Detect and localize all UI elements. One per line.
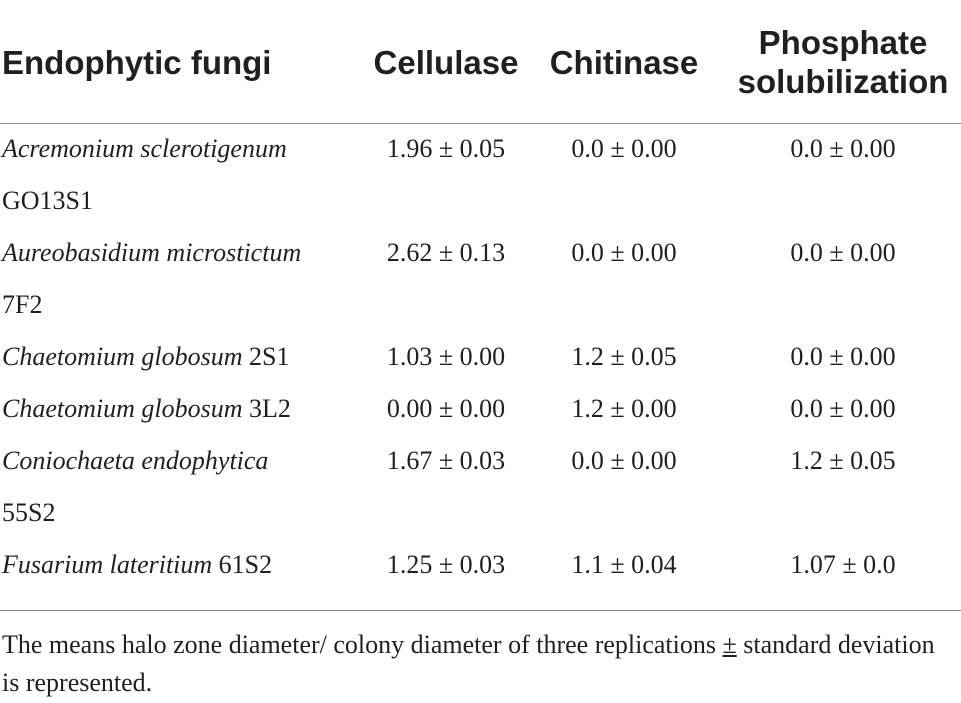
row4-cellulase: 0.00 ± 0.00: [386, 394, 506, 423]
row4-name: [2, 394, 291, 424]
row6-name: [2, 550, 272, 580]
row4-species: Chaetomium globosum: [2, 394, 243, 423]
row5-species: Coniochaeta endophytica: [2, 446, 269, 475]
row1-species: Acremonium sclerotigenum: [2, 134, 287, 163]
header-chitinase: Chitinase: [549, 44, 699, 81]
footnote-text-1: The means halo zone diameter/ colony diameter of three replications: [2, 630, 723, 659]
row6-phosphate: 1.07 ± 0.0: [790, 550, 896, 579]
row6-chitinase: 1.1 ± 0.04: [571, 550, 677, 579]
row5-strain: 55S2: [2, 498, 56, 527]
footnote-text-2: standard deviation is represented.: [2, 630, 935, 697]
row3-species: Chaetomium globosum: [2, 342, 243, 371]
header-cellulase: Cellulase: [373, 44, 519, 81]
row2-strain: 7F2: [2, 290, 43, 319]
row6-species: Fusarium lateritium: [2, 550, 213, 579]
row3-cellulase: 1.03 ± 0.00: [386, 342, 506, 371]
row2-phosphate: 0.0 ± 0.00: [790, 238, 896, 267]
header-phosphate-line2: solubilization: [737, 63, 949, 100]
row4-strain: 3L2: [249, 394, 291, 423]
row2-cellulase: 2.62 ± 0.13: [386, 238, 506, 267]
row5-chitinase: 0.0 ± 0.00: [571, 446, 677, 475]
row2-species: Aureobasidium microstictum: [2, 238, 302, 267]
row3-phosphate: 0.0 ± 0.00: [790, 342, 896, 371]
row1-chitinase: 0.0 ± 0.00: [571, 134, 677, 163]
footnote-plus-minus: ±: [722, 630, 737, 659]
bottom-rule: [0, 610, 961, 611]
row4-chitinase: 1.2 ± 0.00: [571, 394, 677, 423]
row3-strain: 2S1: [249, 342, 290, 371]
row1-phosphate: 0.0 ± 0.00: [790, 134, 896, 163]
row1-cellulase: 1.96 ± 0.05: [386, 134, 506, 163]
row4-phosphate: 0.0 ± 0.00: [790, 394, 896, 423]
header-rule: [0, 123, 961, 124]
row3-chitinase: 1.2 ± 0.05: [571, 342, 677, 371]
row5-cellulase: 1.67 ± 0.03: [386, 446, 506, 475]
table-footnote: [2, 626, 942, 702]
row5-phosphate: 1.2 ± 0.05: [790, 446, 896, 475]
row2-chitinase: 0.0 ± 0.00: [571, 238, 677, 267]
row1-strain: GO13S1: [2, 186, 94, 215]
row6-cellulase: 1.25 ± 0.03: [386, 550, 506, 579]
header-phosphate-line1: Phosphate: [758, 24, 928, 61]
row6-strain: 61S2: [218, 550, 273, 579]
row3-name: [2, 342, 289, 372]
header-endophytic-fungi: Endophytic fungi: [2, 44, 272, 81]
